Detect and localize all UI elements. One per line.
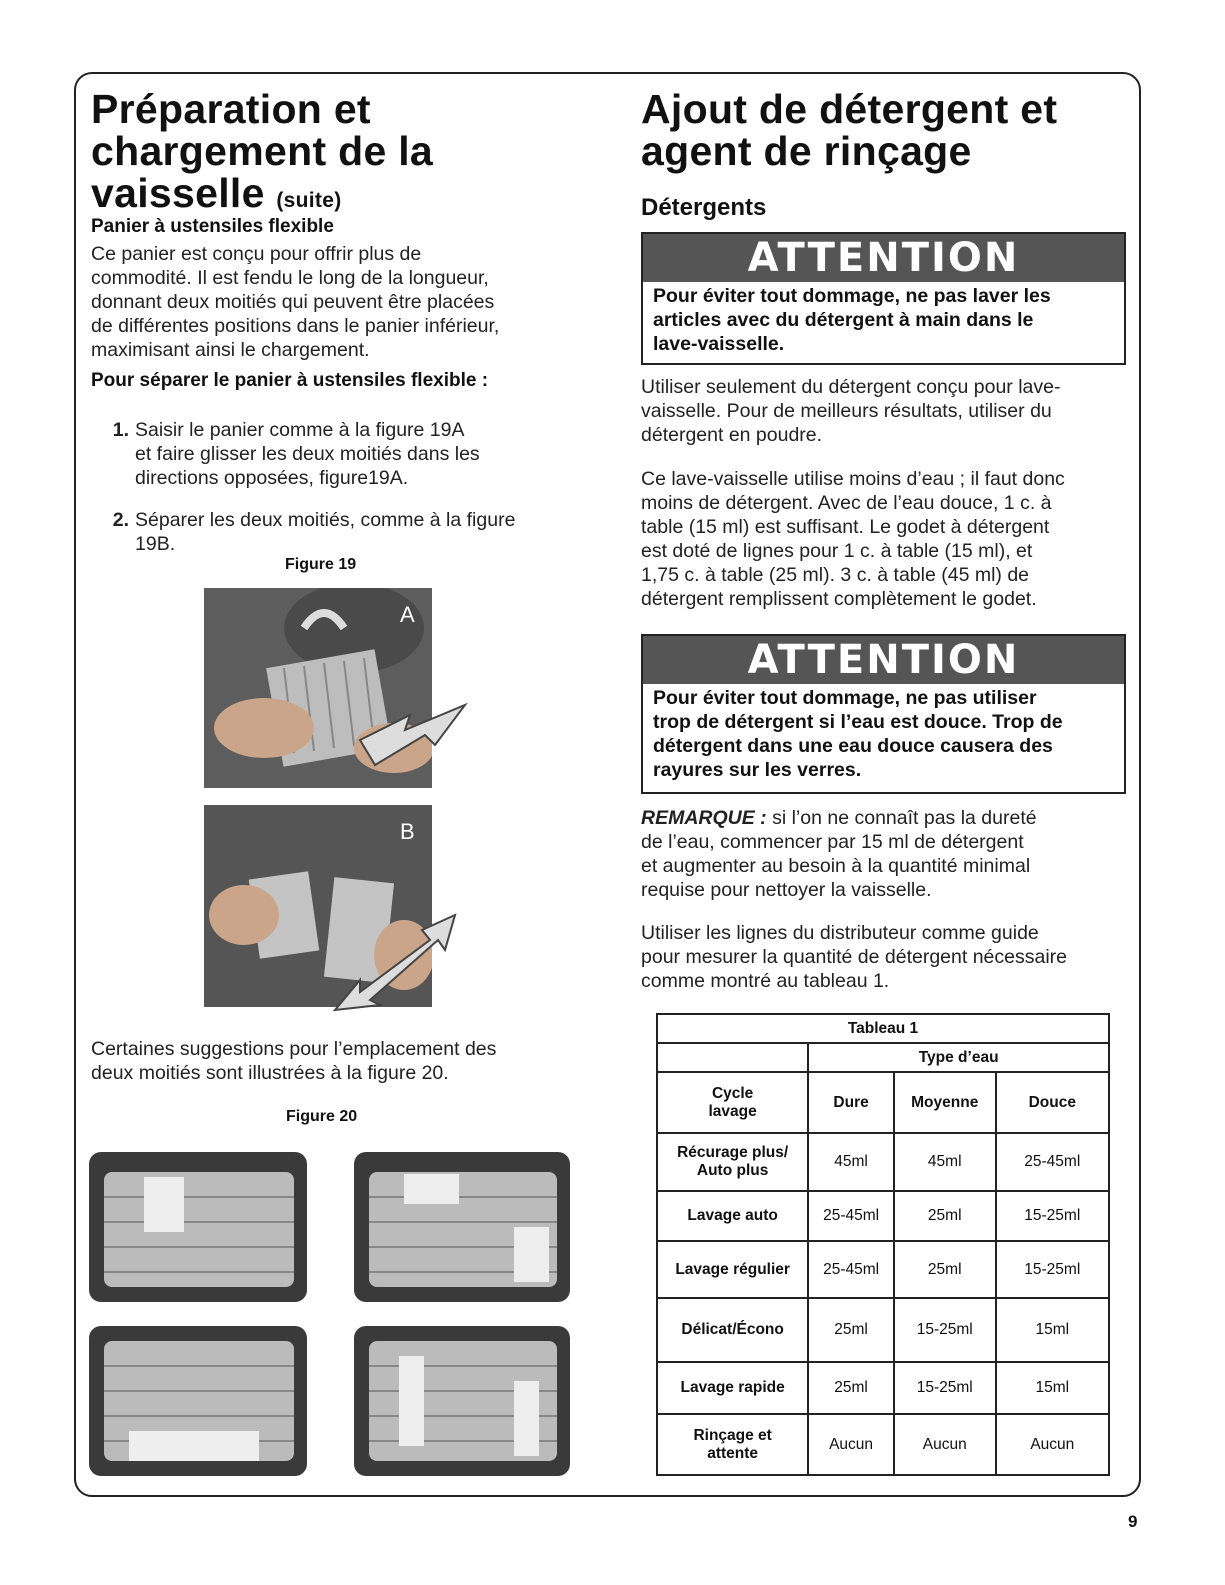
rack-photo — [89, 1326, 307, 1476]
warning-text — [643, 282, 1124, 362]
table-row — [657, 1298, 1109, 1362]
table-cell: 25-45ml — [808, 1191, 894, 1241]
title-line: agent de rinçage — [641, 128, 972, 174]
warning-text — [643, 684, 1124, 788]
rack-illustration — [89, 1326, 307, 1476]
arrow-icon — [350, 660, 480, 780]
title-suffix: (suite) — [276, 189, 342, 212]
right-title — [641, 88, 1141, 172]
text-line: commodité. Il est fendu le long de la longueur, — [91, 267, 489, 289]
suggestion-paragraph — [91, 1037, 571, 1085]
step-number: 2. — [112, 509, 129, 531]
text-line: Pour éviter tout dommage, ne pas utiliser — [653, 687, 1037, 709]
table-cycle-cell: Lavage régulier — [657, 1241, 808, 1298]
text-line: donnant deux moitiés qui peuvent être placées — [91, 291, 495, 313]
table-cycle-cell: Récurage plus/ Auto plus — [657, 1133, 808, 1191]
rack-illustration — [354, 1326, 570, 1476]
table-row — [657, 1414, 1109, 1475]
text-line: détergent remplissent complètement le godet. — [641, 588, 1037, 610]
table-cell: Aucun — [808, 1414, 894, 1475]
table-cell: 25ml — [808, 1362, 894, 1414]
table-cell: 15-25ml — [996, 1191, 1109, 1241]
text-line: est doté de lignes pour 1 c. à table (15 ml), et — [641, 540, 1033, 562]
left-title — [91, 88, 591, 222]
title-line: Ajout de détergent et — [641, 86, 1058, 132]
warning-box-1 — [641, 232, 1126, 365]
table-group-header: Type d’eau — [808, 1043, 1109, 1072]
text-line: maximisant ainsi le chargement. — [91, 339, 370, 361]
paragraph-3 — [641, 921, 1131, 993]
title-line: Préparation et — [91, 86, 371, 132]
paragraph-1 — [641, 375, 1131, 447]
table-row — [657, 1133, 1109, 1191]
text-line: vaisselle. Pour de meilleurs résultats, utiliser du — [641, 400, 1052, 422]
table-cell: 15ml — [996, 1362, 1109, 1414]
table-cell: 25-45ml — [808, 1241, 894, 1298]
table-row — [657, 1362, 1109, 1414]
text-line: rayures sur les verres. — [653, 759, 862, 781]
text-line: Ce panier est conçu pour offrir plus de — [91, 243, 422, 265]
table-cycle-header: Cycle lavage — [657, 1072, 808, 1133]
table-cell: 15-25ml — [894, 1298, 996, 1362]
text-line: Séparer les deux moitiés, comme à la figure — [135, 509, 516, 531]
table-cell: 45ml — [894, 1133, 996, 1191]
figure-20-label: Figure 20 — [286, 1108, 358, 1125]
table-cell: Aucun — [894, 1414, 996, 1475]
text-line: Certaines suggestions pour l’emplacement des — [91, 1038, 497, 1060]
table-cycle-cell: Délicat/Écono — [657, 1298, 808, 1362]
attention-label: ATTENTION — [747, 235, 1020, 281]
text-line: articles avec du détergent à main dans le — [653, 309, 1034, 331]
text-line: pour mesurer la quantité de détergent nécessaire — [641, 946, 1068, 968]
text-line: si l’on ne connaît pas la dureté — [766, 807, 1037, 829]
title-line: vaisselle — [91, 170, 265, 216]
arrow-icon — [330, 910, 470, 1020]
table-cell: 15-25ml — [996, 1241, 1109, 1298]
step-2 — [103, 508, 573, 556]
figure-letter-a: A — [400, 602, 415, 627]
table-empty-cell — [657, 1043, 808, 1072]
text-line: lave-vaisselle. — [653, 333, 785, 355]
table-cell: 15ml — [996, 1298, 1109, 1362]
attention-banner — [643, 636, 1124, 684]
rack-illustration — [89, 1152, 307, 1302]
table-cell: 25ml — [894, 1241, 996, 1298]
figure-19-label: Figure 19 — [285, 556, 357, 573]
step-number: 1. — [112, 419, 129, 441]
text-line: trop de détergent si l’eau est douce. Trop de — [653, 711, 1063, 733]
table-cycle-cell: Lavage auto — [657, 1191, 808, 1241]
table-cell: 25ml — [894, 1191, 996, 1241]
attention-banner — [643, 234, 1124, 282]
note-label: REMARQUE : — [641, 807, 767, 829]
text-line: 19B. — [135, 533, 176, 555]
table-cycle-cell: Rinçage et attente — [657, 1414, 808, 1475]
table-column-header: Douce — [996, 1072, 1109, 1133]
paragraph-2 — [641, 467, 1131, 611]
text-line: de l’eau, commencer par 15 ml de détergent — [641, 831, 1024, 853]
rack-photo — [89, 1152, 307, 1302]
table-cycle-cell: Lavage rapide — [657, 1362, 808, 1414]
table-column-header: Moyenne — [894, 1072, 996, 1133]
text-line: de différentes positions dans le panier inférieur, — [91, 315, 500, 337]
text-line: Pour éviter tout dommage, ne pas laver les — [653, 285, 1051, 307]
text-line: table (15 ml) est suffisant. Le godet à détergent — [641, 516, 1050, 538]
table-row — [657, 1191, 1109, 1241]
text-line: directions opposées, figure19A. — [135, 467, 409, 489]
table-cell: 15-25ml — [894, 1362, 996, 1414]
note-paragraph — [641, 806, 1131, 902]
rack-photo — [354, 1326, 570, 1476]
table-column-header: Dure — [808, 1072, 894, 1133]
figure-letter-b: B — [400, 819, 415, 844]
text-line: requise pour nettoyer la vaisselle. — [641, 879, 932, 901]
text-line: comme montré au tableau 1. — [641, 970, 890, 992]
rack-photo — [354, 1152, 570, 1302]
page-number: 9 — [1128, 1512, 1138, 1531]
text-line: et faire glisser les deux moitiés dans les — [135, 443, 480, 465]
text-line: Ce lave-vaisselle utilise moins d’eau ; il faut donc — [641, 468, 1065, 490]
step-1 — [103, 418, 573, 490]
table-cell: 25-45ml — [996, 1133, 1109, 1191]
table-cell: Aucun — [996, 1414, 1109, 1475]
table-row — [657, 1241, 1109, 1298]
text-line: détergent dans une eau douce causera des — [653, 735, 1053, 757]
text-line: 1,75 c. à table (25 ml). 3 c. à table (45 ml) de — [641, 564, 1030, 586]
detergent-table — [656, 1013, 1110, 1476]
text-line: deux moitiés sont illustrées à la figure 20. — [91, 1062, 449, 1084]
text-line: Utiliser les lignes du distributeur comme guide — [641, 922, 1039, 944]
attention-label: ATTENTION — [747, 637, 1020, 683]
warning-box-2 — [641, 634, 1126, 794]
procedure-heading: Pour séparer le panier à ustensiles flexible : — [91, 370, 489, 391]
text-line: et augmenter au besoin à la quantité minimal — [641, 855, 1031, 877]
right-subheading: Détergents — [641, 194, 767, 221]
table-cell: 25ml — [808, 1298, 894, 1362]
table-title: Tableau 1 — [657, 1014, 1109, 1043]
table-cell: 45ml — [808, 1133, 894, 1191]
title-line: chargement de la — [91, 128, 434, 174]
rack-illustration — [354, 1152, 570, 1302]
text-line: détergent en poudre. — [641, 424, 823, 446]
left-subheading: Panier à ustensiles flexible — [91, 216, 334, 237]
text-line: Saisir le panier comme à la figure 19A — [135, 419, 465, 441]
text-line: moins de détergent. Avec de l’eau douce, 1 c. à — [641, 492, 1052, 514]
intro-paragraph — [91, 242, 571, 362]
text-line: Utiliser seulement du détergent conçu pour lave- — [641, 376, 1061, 398]
